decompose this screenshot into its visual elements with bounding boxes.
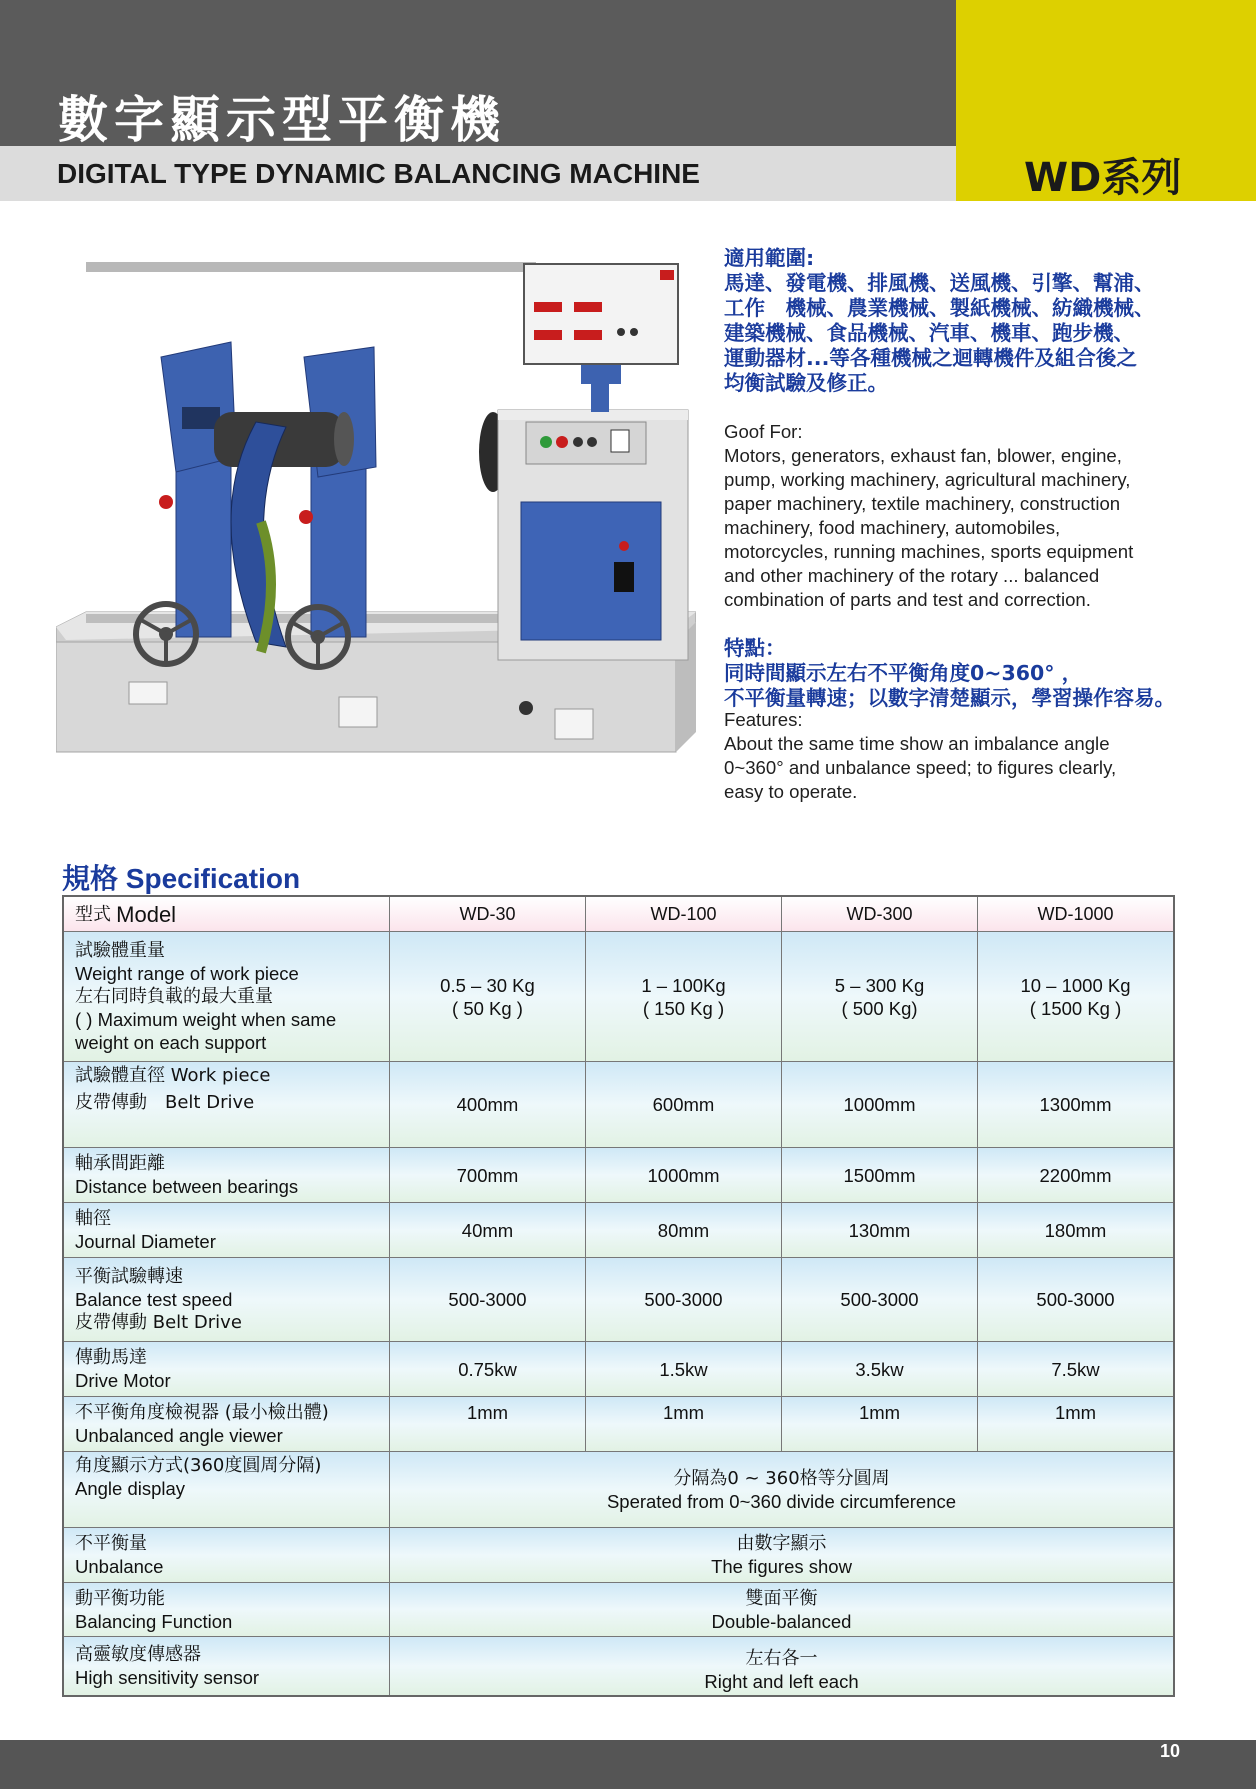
- value-cell: 1300mm: [978, 1062, 1173, 1148]
- table-row: [64, 1452, 1173, 1528]
- row-label-line: Drive Motor: [75, 1370, 171, 1391]
- row-label-line: 軸徑: [75, 1208, 111, 1229]
- value-cell: 1000mm: [586, 1148, 782, 1203]
- value-cell: 600mm: [586, 1062, 782, 1148]
- value-cell: 1mm: [586, 1397, 782, 1452]
- features-line-en: About the same time show an imbalance angle: [724, 733, 1110, 754]
- spec-table: [62, 895, 1175, 1697]
- row-label: [64, 1637, 390, 1695]
- page-number: 10: [1160, 1741, 1181, 1761]
- value-cell: 40mm: [390, 1203, 586, 1258]
- row-label: [64, 1397, 390, 1452]
- model-header-cell: WD-30: [390, 897, 586, 932]
- value-cell: 180mm: [978, 1203, 1173, 1258]
- model-header-cell: WD-1000: [978, 897, 1173, 932]
- application-line-zh: 馬達、發電機、排風機、送風機、引擎、幫浦、: [724, 271, 1155, 295]
- row-label-line: 試驗體直徑 Work piece: [75, 1065, 271, 1086]
- value-cell-span: [390, 1637, 1173, 1695]
- row-label-line: Balance test speed: [75, 1289, 233, 1310]
- model-header-cell: WD-300: [782, 897, 978, 932]
- value-line: Sperated from 0~360 divide circumference: [606, 1490, 957, 1512]
- value-line: Double-balanced: [711, 1610, 852, 1632]
- row-label: [64, 1148, 390, 1203]
- application-line-en: combination of parts and test and correction.: [724, 589, 1091, 610]
- row-label-line: Unbalance: [75, 1556, 164, 1577]
- value-line: Right and left each: [704, 1671, 859, 1692]
- row-label: [64, 1342, 390, 1397]
- table-row: [64, 1397, 1173, 1452]
- row-label-line: 傳動馬達: [75, 1347, 147, 1368]
- value-cell: [978, 932, 1173, 1062]
- table-row: [64, 1258, 1173, 1342]
- application-line-zh: 均衡試驗及修正。: [724, 371, 888, 395]
- machine-photo: [56, 262, 696, 762]
- row-label-line: 皮帶傳動 Belt Drive: [75, 1312, 242, 1333]
- value-cell-span: [390, 1583, 1173, 1637]
- value-cell: [782, 932, 978, 1062]
- spec-title-en: Specification: [125, 863, 301, 894]
- row-label-line: Weight range of work piece: [75, 963, 299, 984]
- row-label-line: weight on each support: [75, 1032, 267, 1053]
- value-cell: 1500mm: [782, 1148, 978, 1203]
- value-cell: 1mm: [390, 1397, 586, 1452]
- row-label: [64, 1203, 390, 1258]
- features-line-en: easy to operate.: [724, 781, 858, 802]
- table-row: [64, 1528, 1173, 1583]
- value-cell: [390, 932, 586, 1062]
- value-line: The figures show: [711, 1556, 852, 1577]
- value-line: 0.5 – 30 Kg: [440, 974, 535, 996]
- table-row: [64, 1583, 1173, 1637]
- value-cell: 7.5kw: [978, 1342, 1173, 1397]
- value-cell: 500-3000: [978, 1258, 1173, 1342]
- application-line-en: machinery, food machinery, automobiles,: [724, 517, 1061, 538]
- row-label-line: 不平衡量: [75, 1533, 147, 1554]
- application-line-en: pump, working machinery, agricultural machinery,: [724, 469, 1131, 490]
- row-label-line: ( ) Maximum weight when same: [75, 1009, 337, 1030]
- footer-band: [0, 1740, 1256, 1789]
- row-label-line: 軸承間距離: [75, 1153, 165, 1174]
- features-line-zh: 同時間顯示左右不平衡角度0~360° ，: [724, 661, 1083, 685]
- model-label-zh: 型式: [75, 903, 111, 925]
- value-line: 5 – 300 Kg: [834, 974, 925, 996]
- table-row: [64, 1062, 1173, 1148]
- row-label-line: 動平衡功能: [75, 1587, 165, 1609]
- features-heading-zh: 特點：: [724, 636, 786, 660]
- value-cell: 500-3000: [782, 1258, 978, 1342]
- row-label-line: Angle display: [75, 1478, 186, 1499]
- features-heading-en: Features:: [724, 709, 803, 730]
- value-line: 雙面平衡: [745, 1587, 818, 1609]
- value-line: 左右各一: [745, 1648, 818, 1669]
- value-line: ( 50 Kg ): [452, 997, 523, 1019]
- value-cell-span: [390, 1452, 1173, 1528]
- row-label-line: 角度顯示方式(360度圓周分隔): [75, 1455, 322, 1476]
- row-label: [64, 1528, 390, 1583]
- application-line-zh: 工作 機械、農業機械、製紙機械、紡織機械、: [724, 296, 1155, 320]
- value-line: ( 150 Kg ): [642, 997, 725, 1019]
- row-label-line: High sensitivity sensor: [75, 1667, 260, 1688]
- row-label-line: Distance between bearings: [75, 1176, 299, 1197]
- value-cell: 2200mm: [978, 1148, 1173, 1203]
- row-label-line: 皮帶傳動 Belt Drive: [75, 1092, 255, 1113]
- spec-title: [62, 857, 300, 897]
- table-row: [64, 932, 1173, 1062]
- row-label-line: 不平衡角度檢視器 (最小檢出體): [75, 1402, 329, 1423]
- value-cell: 700mm: [390, 1148, 586, 1203]
- value-cell: 80mm: [586, 1203, 782, 1258]
- value-cell: 1mm: [978, 1397, 1173, 1452]
- features-line-en: 0~360° and unbalance speed; to figures clearly,: [724, 757, 1117, 778]
- row-label-line: 高靈敏度傳感器: [75, 1644, 201, 1665]
- value-cell-span: [390, 1528, 1173, 1583]
- value-line: ( 500 Kg): [841, 997, 918, 1019]
- value-line: 分隔為0 ~ 360格等分圓周: [673, 1467, 890, 1489]
- value-cell: [586, 932, 782, 1062]
- row-label: [64, 1258, 390, 1342]
- series-label: WD系列: [1024, 155, 1182, 201]
- row-label: [64, 1583, 390, 1637]
- value-line: 1 – 100Kg: [641, 974, 726, 996]
- application-heading-zh: 適用範圍:: [724, 246, 815, 270]
- value-line: ( 1500 Kg ): [1029, 997, 1122, 1019]
- row-label-line: 試驗體重量: [75, 940, 165, 961]
- value-cell: 400mm: [390, 1062, 586, 1148]
- row-label-line: Balancing Function: [75, 1610, 233, 1632]
- model-label-en: Model: [116, 901, 177, 927]
- value-cell: 1mm: [782, 1397, 978, 1452]
- application-line-zh: 建築機械、食品機械、汽車、機車、跑步機、: [724, 321, 1134, 345]
- features-line-zh: 不平衡量轉速；以數字清楚顯示，學習操作容易。: [724, 686, 1175, 710]
- spec-title-zh: 規格: [62, 862, 119, 895]
- value-cell: 0.75kw: [390, 1342, 586, 1397]
- row-label-line: Journal Diameter: [75, 1231, 216, 1252]
- application-line-en: paper machinery, textile machinery, construction: [724, 493, 1121, 514]
- value-cell: 500-3000: [586, 1258, 782, 1342]
- value-cell: 3.5kw: [782, 1342, 978, 1397]
- application-heading-en: Goof For:: [724, 421, 803, 442]
- row-label-line: 左右同時負載的最大重量: [75, 986, 273, 1007]
- row-label-line: Unbalanced angle viewer: [75, 1425, 283, 1446]
- application-line-en: Motors, generators, exhaust fan, blower, engine,: [724, 445, 1122, 466]
- table-row-model: [64, 897, 1173, 932]
- application-line-zh: 運動器材...等各種機械之迴轉機件及組合後之: [724, 346, 1137, 370]
- table-row: [64, 1203, 1173, 1258]
- model-header-cell: WD-100: [586, 897, 782, 932]
- value-cell: 130mm: [782, 1203, 978, 1258]
- table-row: [64, 1637, 1173, 1695]
- table-row: [64, 1342, 1173, 1397]
- row-label: [64, 1452, 390, 1528]
- application-line-en: motorcycles, running machines, sports equipment: [724, 541, 1134, 562]
- table-row: [64, 1148, 1173, 1203]
- value-cell: 1000mm: [782, 1062, 978, 1148]
- value-cell: 1.5kw: [586, 1342, 782, 1397]
- application-line-en: and other machinery of the rotary ... balanced: [724, 565, 1100, 586]
- row-label-line: 平衡試驗轉速: [75, 1266, 183, 1287]
- row-label: [64, 932, 390, 1062]
- page-title-zh: 數字顯示型平衡機: [58, 91, 506, 149]
- row-label: [64, 1062, 390, 1148]
- value-line: 由數字顯示: [736, 1533, 827, 1554]
- value-cell: 500-3000: [390, 1258, 586, 1342]
- model-label: [64, 897, 390, 932]
- page-title-en: DIGITAL TYPE DYNAMIC BALANCING MACHINE: [57, 158, 700, 189]
- value-line: 10 – 1000 Kg: [1020, 974, 1131, 996]
